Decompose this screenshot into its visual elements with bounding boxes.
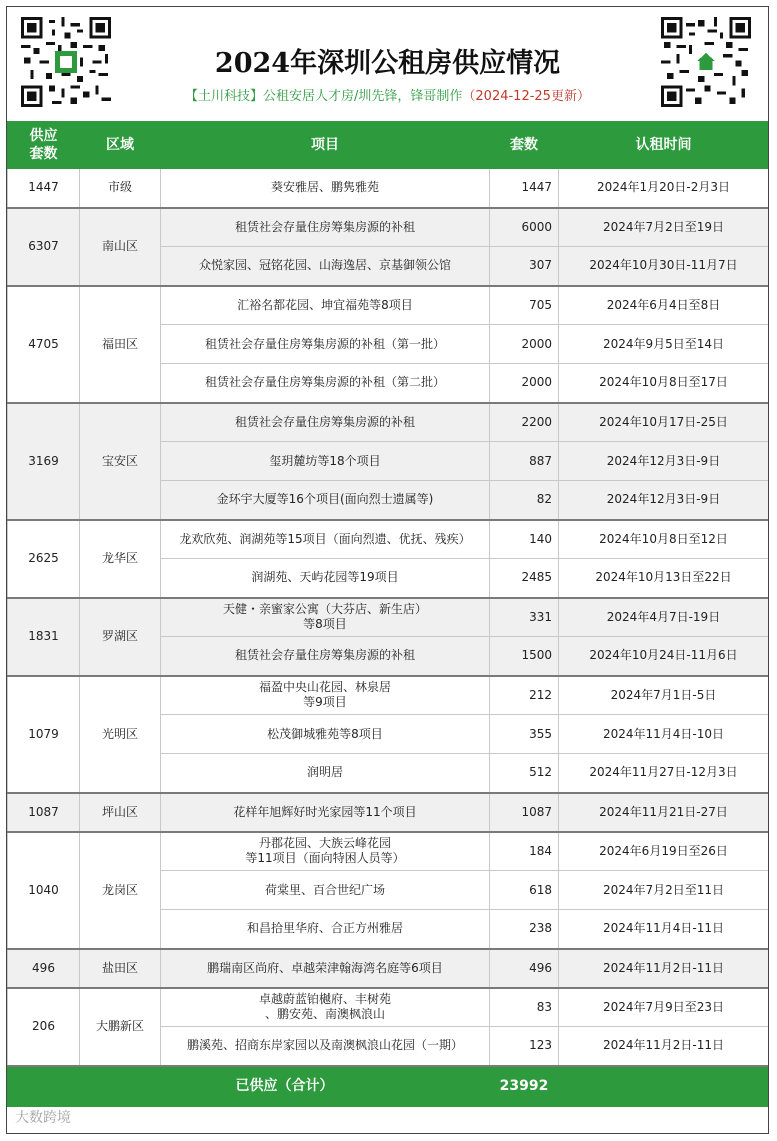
time-cell: 2024年7月2日至11日 [559,871,769,910]
time-cell: 2024年4月7日-19日 [559,598,769,637]
column-header-project: 项目 [161,122,490,169]
total-blank-1 [8,1066,80,1107]
units-cell: 355 [490,715,559,754]
column-header-units: 套数 [490,122,559,169]
table-row [8,208,769,247]
district-cell: 盐田区 [80,949,161,988]
project-cell: 花样年旭辉好时光家园等11个项目 [161,793,490,832]
units-cell: 2200 [490,403,559,442]
district-group [8,286,769,403]
time-cell: 2024年11月2日-11日 [559,1027,769,1066]
supply-cell: 4705 [8,286,80,403]
time-cell: 2024年11月2日-11日 [559,949,769,988]
project-cell: 租赁社会存量住房筹集房源的补租 [161,208,490,247]
units-cell: 1087 [490,793,559,832]
header [7,7,768,121]
qr-code-left [21,17,111,107]
table-row [8,676,769,715]
project-cell: 众悦家园、冠铭花园、山海逸居、京基御领公馆 [161,247,490,286]
total-label: 已供应（合计） [80,1066,490,1107]
watermark: 大数跨境 [15,1110,71,1126]
units-cell: 307 [490,247,559,286]
table-row [8,169,769,208]
table-row [8,832,769,871]
subtitle-main: 【土川科技】公租安居人才房/圳先锋，锋哥制作 [185,89,463,104]
table-row [8,793,769,832]
supply-cell: 3169 [8,403,80,520]
units-cell: 512 [490,754,559,793]
district-group [8,520,769,598]
project-cell: 租赁社会存量住房筹集房源的补租 [161,637,490,676]
district-cell: 光明区 [80,676,161,793]
units-cell: 123 [490,1027,559,1066]
project-cell: 租赁社会存量住房筹集房源的补租 [161,403,490,442]
units-cell: 83 [490,988,559,1027]
units-cell: 2485 [490,559,559,598]
time-cell: 2024年7月9日至23日 [559,988,769,1027]
time-cell: 2024年11月4日-10日 [559,715,769,754]
time-cell: 2024年11月4日-11日 [559,910,769,949]
time-cell: 2024年10月13日至22日 [559,559,769,598]
table-row [8,949,769,988]
units-cell: 238 [490,910,559,949]
district-cell: 市级 [80,169,161,208]
page-subtitle [107,85,668,104]
supply-cell: 1831 [8,598,80,676]
project-cell: 鹏溪苑、招商东岸家园以及南澳枫浪山花园（一期） [161,1027,490,1066]
supply-cell: 496 [8,949,80,988]
table-row [8,598,769,637]
project-cell: 租赁社会存量住房筹集房源的补租（第一批） [161,325,490,364]
units-cell: 2000 [490,325,559,364]
project-cell: 松茂御城雅苑等8项目 [161,715,490,754]
district-cell: 大鹏新区 [80,988,161,1066]
table-row [8,520,769,559]
total-row [8,1066,769,1107]
units-cell: 1447 [490,169,559,208]
table-row [8,403,769,442]
time-cell: 2024年10月30日-11月7日 [559,247,769,286]
time-cell: 2024年6月19日至26日 [559,832,769,871]
column-header-time: 认租时间 [559,122,769,169]
units-cell: 6000 [490,208,559,247]
total-blank-2 [559,1066,769,1107]
units-cell: 1500 [490,637,559,676]
project-cell: 荷棠里、百合世纪广场 [161,871,490,910]
district-cell: 南山区 [80,208,161,286]
project-cell: 天健・亲蜜家公寓（大芬店、新生店） 等8项目 [161,598,490,637]
supply-cell: 6307 [8,208,80,286]
supply-cell: 1040 [8,832,80,949]
district-cell: 福田区 [80,286,161,403]
time-cell: 2024年7月2日至19日 [559,208,769,247]
project-cell: 卓越蔚蓝铂樾府、丰树苑 、鹏安苑、南澳枫浪山 [161,988,490,1027]
time-cell: 2024年10月24日-11月6日 [559,637,769,676]
project-cell: 鹏瑞南区尚府、卓越荣津翰海湾名庭等6项目 [161,949,490,988]
supply-cell: 1447 [8,169,80,208]
project-cell: 和昌拾里华府、合正方州雅居 [161,910,490,949]
district-group [8,949,769,988]
district-cell: 龙华区 [80,520,161,598]
supply-cell: 206 [8,988,80,1066]
project-cell: 润明居 [161,754,490,793]
district-group [8,988,769,1066]
column-header-district: 区域 [80,122,161,169]
units-cell: 618 [490,871,559,910]
project-cell: 汇裕名都花园、坤宜福苑等8项目 [161,286,490,325]
district-cell: 罗湖区 [80,598,161,676]
district-cell: 龙岗区 [80,832,161,949]
total-value: 23992 [490,1066,559,1107]
project-cell: 润湖苑、天屿花园等19项目 [161,559,490,598]
time-cell: 2024年11月27日-12月3日 [559,754,769,793]
page-title: 2024年深圳公租房供应情况 [214,48,561,79]
units-cell: 2000 [490,364,559,403]
table-header-row [8,122,769,169]
units-cell: 331 [490,598,559,637]
time-cell: 2024年12月3日-9日 [559,481,769,520]
time-cell: 2024年7月1日-5日 [559,676,769,715]
supply-table [7,121,769,1107]
time-cell: 2024年12月3日-9日 [559,442,769,481]
district-group [8,793,769,832]
table-row [8,286,769,325]
qr-code-right [661,17,751,107]
units-cell: 184 [490,832,559,871]
units-cell: 705 [490,286,559,325]
time-cell: 2024年10月17日-25日 [559,403,769,442]
district-group [8,208,769,286]
district-group [8,598,769,676]
column-header-supply [8,122,80,169]
page-frame [6,6,769,1134]
project-cell: 玺玥麓坊等18个项目 [161,442,490,481]
district-group [8,832,769,949]
time-cell: 2024年10月8日至17日 [559,364,769,403]
time-cell: 2024年9月5日至14日 [559,325,769,364]
district-cell: 宝安区 [80,403,161,520]
project-cell: 葵安雅居、鹏隽雅苑 [161,169,490,208]
units-cell: 82 [490,481,559,520]
time-cell: 2024年1月20日-2月3日 [559,169,769,208]
district-cell: 坪山区 [80,793,161,832]
units-cell: 212 [490,676,559,715]
project-cell: 金环宇大厦等16个项目(面向烈士遗属等) [161,481,490,520]
units-cell: 140 [490,520,559,559]
time-cell: 2024年10月8日至12日 [559,520,769,559]
column-header-supply-text: 供应套数 [29,128,58,162]
project-cell: 龙欢欣苑、润湖苑等15项目（面向烈遗、优抚、残疾） [161,520,490,559]
supply-cell: 2625 [8,520,80,598]
units-cell: 496 [490,949,559,988]
district-group [8,403,769,520]
project-cell: 丹郡花园、大族云峰花园 等11项目（面向特困人员等） [161,832,490,871]
project-cell: 福盈中央山花园、林泉居 等9项目 [161,676,490,715]
supply-cell: 1079 [8,676,80,793]
supply-cell: 1087 [8,793,80,832]
units-cell: 887 [490,442,559,481]
time-cell: 2024年11月21日-27日 [559,793,769,832]
district-group [8,676,769,793]
district-group [8,169,769,208]
time-cell: 2024年6月4日至8日 [559,286,769,325]
project-cell: 租赁社会存量住房筹集房源的补租（第二批） [161,364,490,403]
update-date: （2024-12-25更新） [462,89,590,104]
table-row [8,988,769,1027]
